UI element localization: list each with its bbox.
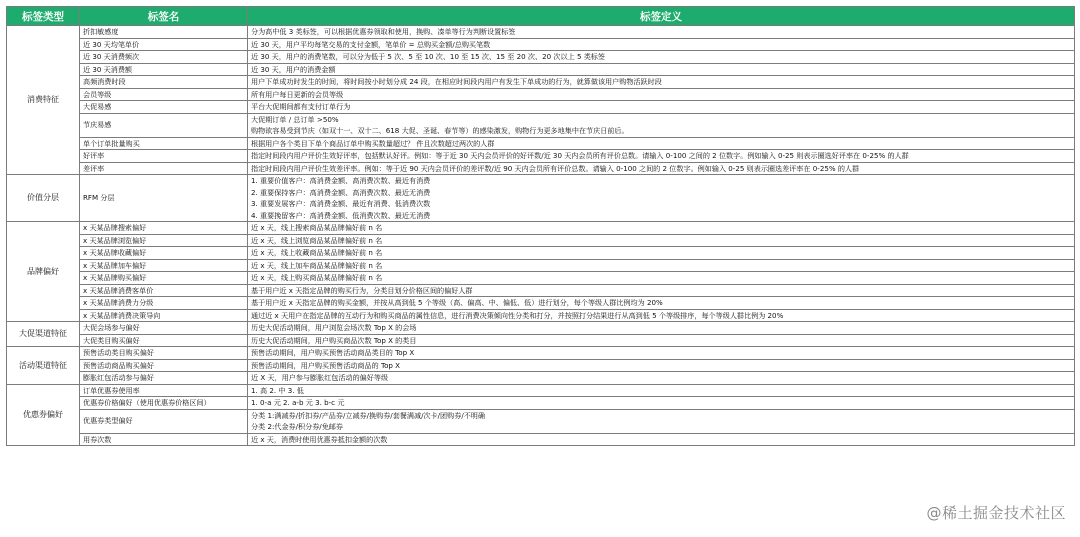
tag-definition-cell: 历史大促活动期间，用户购买商品次数 Top X 的类目 bbox=[248, 334, 1075, 347]
tag-definition-cell: 指定时间段内用户评价生效差评率。例如：等于近 90 天内会员评价的差评数/近 90 天内会员所有评价总数。请输入 0-100 之间的 2 位数字。例如输入 0-25 则表示圈选差评率在 0-25% 的人群 bbox=[248, 162, 1075, 175]
tag-definition-cell: 分类 2:代金券/积分券/免邮券 bbox=[248, 421, 1075, 433]
table-row bbox=[7, 322, 1075, 335]
watermark: @稀土掘金技术社区 bbox=[926, 504, 1066, 522]
table-row bbox=[7, 334, 1075, 347]
table-row bbox=[7, 309, 1075, 322]
table-row bbox=[7, 384, 1075, 397]
table-row bbox=[7, 101, 1075, 114]
table-body bbox=[7, 26, 1075, 446]
tag-name-cell: x 天某品牌收藏偏好 bbox=[80, 247, 248, 260]
tag-definition-cell: 历史大促活动期间，用户浏览会场次数 Top X 的会场 bbox=[248, 322, 1075, 335]
header-tag-name: 标签名 bbox=[80, 7, 248, 26]
tag-definition-cell: 所有用户每日更新的会员等级 bbox=[248, 88, 1075, 101]
tag-definition-table bbox=[6, 6, 1075, 446]
tag-name-cell: 预售活动商品购买偏好 bbox=[80, 359, 248, 372]
tag-name-cell: 订单优惠券使用率 bbox=[80, 384, 248, 397]
table-row bbox=[7, 284, 1075, 297]
table-row bbox=[7, 409, 1075, 421]
header-tag-definition: 标签定义 bbox=[248, 7, 1075, 26]
tag-definition-cell: 预售活动期间，用户购买预售活动商品的 Top X bbox=[248, 359, 1075, 372]
table-row bbox=[7, 175, 1075, 187]
tag-name-cell: 大促会场参与偏好 bbox=[80, 322, 248, 335]
tag-name-cell: 优惠券价格偏好（使用优惠券价格区间） bbox=[80, 397, 248, 410]
tag-type-cell: 大促渠道特征 bbox=[7, 322, 80, 347]
tag-definition-cell: 1. 重要价值客户：高消费金额、高消费次数、最近有消费 bbox=[248, 175, 1075, 187]
tag-type-cell: 优惠券偏好 bbox=[7, 384, 80, 446]
tag-definition-cell: 分类 1:满减券/折扣券/产品券/立减券/换购券/套餐满减/次卡/团购券/不明确 bbox=[248, 409, 1075, 421]
tag-name-cell: RFM 分层 bbox=[80, 175, 248, 222]
table-row bbox=[7, 88, 1075, 101]
table-row bbox=[7, 372, 1075, 385]
tag-name-cell: x 天某品牌搜索偏好 bbox=[80, 222, 248, 235]
tag-definition-cell: 近 X 天，用户参与膨胀红包活动的偏好等级 bbox=[248, 372, 1075, 385]
tag-definition-cell: 通过近 x 天用户在指定品牌的互动行为和购买商品的属性信息，进行消费决策倾向性分类和打分，并按照打分结果进行从高到低 5 个等级排序，每个等级人群比例为 20% bbox=[248, 309, 1075, 322]
table-row bbox=[7, 137, 1075, 150]
tag-definition-cell: 3. 重要发展客户：高消费金额、最近有消费、低消费次数 bbox=[248, 198, 1075, 210]
tag-name-cell: 折扣敏感度 bbox=[80, 26, 248, 39]
tag-name-cell: 优惠券类型偏好 bbox=[80, 409, 248, 433]
table-row bbox=[7, 38, 1075, 51]
tag-name-cell: 单个订单批量购买 bbox=[80, 137, 248, 150]
tag-name-cell: 好评率 bbox=[80, 150, 248, 163]
tag-name-cell: 大促易感 bbox=[80, 101, 248, 114]
tag-definition-cell: 预售活动期间，用户购买预售活动商品类目的 Top X bbox=[248, 347, 1075, 360]
tag-name-cell: 近 30 天均笔单价 bbox=[80, 38, 248, 51]
tag-name-cell: 近 30 天消费频次 bbox=[80, 51, 248, 64]
tag-name-cell: 会员等级 bbox=[80, 88, 248, 101]
table-row bbox=[7, 162, 1075, 175]
table-row bbox=[7, 222, 1075, 235]
table-row bbox=[7, 76, 1075, 89]
table-row bbox=[7, 113, 1075, 125]
tag-type-cell: 活动渠道特征 bbox=[7, 347, 80, 385]
tag-definition-cell: 4. 重要挽留客户：高消费金额、低消费次数、最近无消费 bbox=[248, 210, 1075, 222]
tag-name-cell: x 天某品牌消费力分级 bbox=[80, 297, 248, 310]
tag-name-cell: 差评率 bbox=[80, 162, 248, 175]
tag-name-cell: x 天某品牌加车偏好 bbox=[80, 259, 248, 272]
tag-definition-cell: 近 x 天，线上浏览商品某品牌偏好前 n 名 bbox=[248, 234, 1075, 247]
tag-definition-table-wrap bbox=[6, 6, 1074, 446]
table-row bbox=[7, 26, 1075, 39]
tag-definition-cell: 近 x 天，线上收藏商品某品牌偏好前 n 名 bbox=[248, 247, 1075, 260]
tag-definition-cell: 用户下单成功时发生的时间，将时间按小时划分成 24 段，在相应时间段内用户有发生下单成功的行为，就算做该用户购物活跃时段 bbox=[248, 76, 1075, 89]
table-row bbox=[7, 247, 1075, 260]
tag-definition-cell: 近 x 天，线上购买商品某品牌偏好前 n 名 bbox=[248, 272, 1075, 285]
table-row bbox=[7, 259, 1075, 272]
tag-definition-cell: 基于用户近 x 天指定品牌的购买金额，并按从高到低 5 个等级（高、偏高、中、偏低、低）进行划分，每个等级人群比例均为 20% bbox=[248, 297, 1075, 310]
tag-definition-cell: 1. 高 2. 中 3. 低 bbox=[248, 384, 1075, 397]
table-row bbox=[7, 359, 1075, 372]
tag-definition-cell: 根据用户各个类目下单个商品订单中购买数量超过？ 件且次数超过两次的人群 bbox=[248, 137, 1075, 150]
tag-definition-cell: 近 x 天，线上搜索商品某品牌偏好前 n 名 bbox=[248, 222, 1075, 235]
tag-name-cell: 大促类目购买偏好 bbox=[80, 334, 248, 347]
table-row bbox=[7, 397, 1075, 410]
tag-definition-cell: 购物欲容易受到节庆（如双十一、双十二、618 大促、圣诞、春节等）的感染激发，购物行为更多地集中在节庆日前后。 bbox=[248, 125, 1075, 137]
tag-name-cell: 近 30 天消费额 bbox=[80, 63, 248, 76]
tag-definition-cell: 近 30 天，用户的消费笔数，可以分为低于 5 次、5 至 10 次、10 至 15 次、15 至 20 次、20 次以上 5 类标签 bbox=[248, 51, 1075, 64]
table-row bbox=[7, 297, 1075, 310]
tag-name-cell: 节庆易感 bbox=[80, 113, 248, 137]
tag-definition-cell: 基于用户近 x 天指定品牌的购买行为，分类目划分价格区间的偏好人群 bbox=[248, 284, 1075, 297]
tag-name-cell: x 天某品牌消费客单价 bbox=[80, 284, 248, 297]
tag-definition-cell: 近 30 天，用户的消费金额 bbox=[248, 63, 1075, 76]
tag-definition-cell: 指定时间段内用户评价生效好评率，包括默认好评。例如：等于近 30 天内会员评价的好评数/近 30 天内会员所有评价总数。请输入 0-100 之间的 2 位数字。例如输入 0-25 则表示圈选好评率在 0-25% 的人群 bbox=[248, 150, 1075, 163]
table-row bbox=[7, 433, 1075, 446]
tag-name-cell: 膨胀红包活动参与偏好 bbox=[80, 372, 248, 385]
table-row bbox=[7, 272, 1075, 285]
table-row bbox=[7, 347, 1075, 360]
table-row bbox=[7, 63, 1075, 76]
tag-type-cell: 消费特征 bbox=[7, 26, 80, 175]
tag-name-cell: 预售活动类目购买偏好 bbox=[80, 347, 248, 360]
tag-name-cell: 用券次数 bbox=[80, 433, 248, 446]
tag-definition-cell: 2. 重要保持客户：高消费金额、高消费次数、最近无消费 bbox=[248, 187, 1075, 199]
tag-type-cell: 品牌偏好 bbox=[7, 222, 80, 322]
tag-definition-cell: 近 x 天，消费时使用优惠券抵扣金额的次数 bbox=[248, 433, 1075, 446]
tag-definition-cell: 近 x 天，线上加车商品某品牌偏好前 n 名 bbox=[248, 259, 1075, 272]
tag-name-cell: 高频消费时段 bbox=[80, 76, 248, 89]
tag-definition-cell: 1. 0-a 元 2. a-b 元 3. b-c 元 bbox=[248, 397, 1075, 410]
tag-definition-cell: 分为高中低 3 类标签，可以根据优惠券领取和使用，换购、凑单等行为判断设置标签 bbox=[248, 26, 1075, 39]
header-tag-type: 标签类型 bbox=[7, 7, 80, 26]
header-row bbox=[7, 7, 1075, 26]
table-row bbox=[7, 234, 1075, 247]
tag-definition-cell: 近 30 天，用户平均每笔交易的支付金额，笔单价 = 总购买金额/总购买笔数 bbox=[248, 38, 1075, 51]
tag-name-cell: x 天某品牌消费决策导向 bbox=[80, 309, 248, 322]
tag-definition-cell: 大促期订单 / 总订单 >50% bbox=[248, 113, 1075, 125]
tag-type-cell: 价值分层 bbox=[7, 175, 80, 222]
tag-definition-cell: 平台大促期间都有支付订单行为 bbox=[248, 101, 1075, 114]
tag-name-cell: x 天某品牌浏览偏好 bbox=[80, 234, 248, 247]
table-row bbox=[7, 51, 1075, 64]
table-row bbox=[7, 150, 1075, 163]
tag-name-cell: x 天某品牌购买偏好 bbox=[80, 272, 248, 285]
